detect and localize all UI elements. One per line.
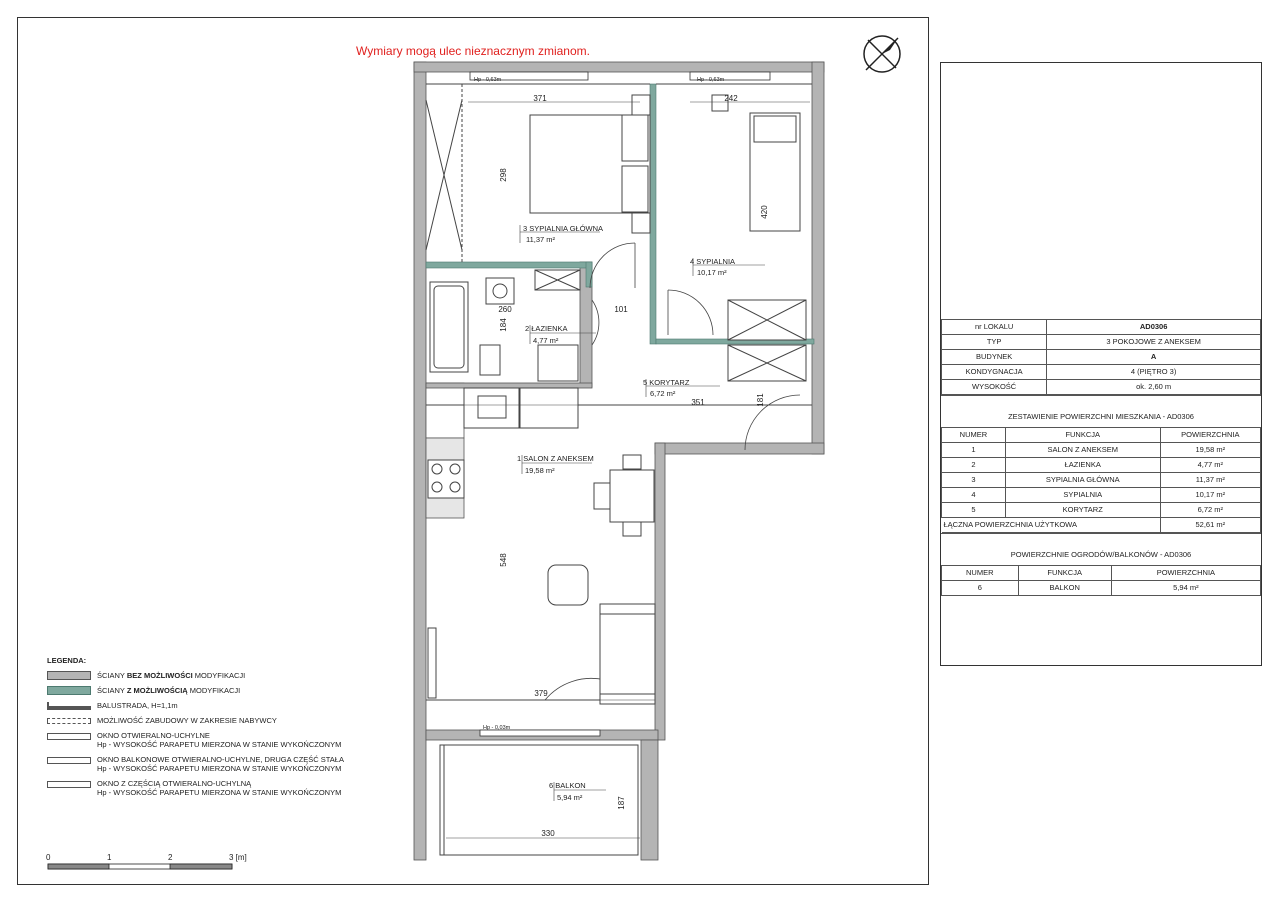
unit-info-row: KONDYGNACJA 4 (PIĘTRO 3) [942, 365, 1261, 380]
scale-tick-0: 0 [46, 853, 51, 862]
dim-242: 242 [724, 94, 738, 103]
room-5-area: 6,72 m² [650, 389, 676, 398]
legend-window1: OKNO OTWIERALNO-UCHYLNE Hp - WYSOKOŚĆ PARAPETU MIERZONA W STANIE WYKOŃCZONYM [97, 731, 342, 749]
scale-tick-2: 2 [168, 853, 173, 862]
room-2-label: 2 ŁAZIENKA [525, 324, 568, 333]
total-value: 52,61 m² [1160, 518, 1260, 533]
window-label-1: Hp - 0,63m [474, 77, 502, 83]
table-row: 6 BALKON 5,94 m² [942, 581, 1261, 596]
compass-icon [864, 36, 900, 72]
dim-101: 101 [614, 305, 628, 314]
dim-548: 548 [499, 553, 508, 567]
legend-window2: OKNO BALKONOWE OTWIERALNO-UCHYLNE, DRUGA CZĘŚĆ STAŁA Hp - WYSOKOŚĆ PARAPETU MIERZONA W STANIE WYKOŃCZONYM [97, 755, 344, 773]
dim-181: 181 [756, 393, 765, 407]
area-table: NUMER FUNKCJA POWIERZCHNIA 1 SALON Z ANEKSEM 19,58 m² 2 ŁAZIENKA 4,77 m² 3 SYPIALNIA GŁÓWNA 11,37 m² 4 SYPIALNIA 10,17 m² 5 KORYTARZ 6,72 m² ŁĄCZNA POWIERZCHNIA UŻYTKOWA 52,61 m² [941, 427, 1261, 533]
dim-184: 184 [499, 318, 508, 332]
balcony-table: NUMER FUNKCJA POWIERZCHNIA 6 BALKON 5,94 m² [941, 565, 1261, 596]
unit-info-row: TYP 3 POKOJOWE Z ANEKSEM [942, 335, 1261, 350]
bed-single [712, 95, 806, 381]
total-label: ŁĄCZNA POWIERZCHNIA UŻYTKOWA [942, 518, 1161, 533]
room-6-label: 6 BALKON [549, 781, 586, 790]
scale-tick-3: 3 [m] [229, 853, 247, 862]
balcony [440, 745, 638, 855]
legend-window3: OKNO Z CZĘŚCIĄ OTWIERALNO-UCHYLNĄ Hp - WYSOKOŚĆ PARAPETU MIERZONA W STANIE WYKOŃCZONYM [97, 779, 342, 797]
scale-bar [48, 864, 232, 869]
table-row: 4 SYPIALNIA 10,17 m² [942, 488, 1261, 503]
legend-balustrade: BALUSTRADA, H=1,1m [97, 701, 178, 710]
dim-379: 379 [534, 689, 548, 698]
legend-swatch-mod [47, 686, 91, 695]
room-1-label: 1 SALON Z ANEKSEM [517, 454, 594, 463]
legend-title: LEGENDA: [47, 656, 87, 665]
room-3-area: 11,37 m² [526, 235, 556, 244]
info-panel [940, 62, 1262, 666]
legend-swatch-balustrade [47, 702, 91, 710]
table-row: 5 KORYTARZ 6,72 m² [942, 503, 1261, 518]
balcony-table-title: POWIERZCHNIE OGRODÓW/BALKONÓW - AD0306 [941, 533, 1261, 565]
legend-swatch-builtin [47, 718, 91, 724]
dim-260: 260 [498, 305, 512, 314]
legend-swatch-window1 [47, 733, 91, 740]
legend-builtin: MOŻLIWOŚĆ ZABUDOWY W ZAKRESIE NABYWCY [97, 716, 277, 725]
area-table-title: ZESTAWIENIE POWIERZCHNI MIESZKANIA - AD0306 [941, 395, 1261, 427]
dim-420: 420 [760, 205, 769, 219]
unit-info-row: nr LOKALU AD0306 [942, 320, 1261, 335]
dim-298: 298 [499, 168, 508, 182]
table-row: 3 SYPIALNIA GŁÓWNA 11,37 m² [942, 473, 1261, 488]
bed-main [530, 95, 650, 233]
room-4-label: 4 SYPIALNIA [690, 257, 736, 266]
table-row: 1 SALON Z ANEKSEM 19,58 m² [942, 443, 1261, 458]
unit-info-row: WYSOKOŚĆ ok. 2,60 m [942, 380, 1261, 395]
dim-351: 351 [691, 398, 705, 407]
legend-swatch-window2 [47, 757, 91, 764]
legend-wall-mod: ŚCIANY Z MOŻLIWOŚCIĄ MODYFIKACJI [97, 686, 241, 695]
scale-tick-1: 1 [107, 853, 112, 862]
dim-371: 371 [533, 94, 547, 103]
unit-info-table [941, 319, 1261, 395]
room-4-area: 10,17 m² [697, 268, 727, 277]
legend [47, 656, 344, 803]
room-5-label: 5 KORYTARZ [643, 378, 690, 387]
room-6-area: 5,94 m² [557, 793, 583, 802]
dim-187: 187 [617, 796, 626, 810]
window-label-2: Hp - 0,63m [697, 77, 725, 83]
room-2-area: 4,77 m² [533, 336, 559, 345]
room-1-area: 19,58 m² [525, 466, 555, 475]
legend-wall-fixed: ŚCIANY BEZ MOŻLIWOŚCI MODYFIKACJI [97, 671, 246, 680]
notice-text: Wymiary mogą ulec nieznacznym zmianom. [356, 44, 590, 58]
dim-330: 330 [541, 829, 555, 838]
room-3-label: 3 SYPIALNIA GŁÓWNA [523, 224, 604, 233]
unit-info-row: BUDYNEK A [942, 350, 1261, 365]
window-label-3: Hp - 0,03m [483, 725, 511, 731]
legend-swatch-fixed [47, 671, 91, 680]
table-row: 2 ŁAZIENKA 4,77 m² [942, 458, 1261, 473]
legend-swatch-window3 [47, 781, 91, 788]
